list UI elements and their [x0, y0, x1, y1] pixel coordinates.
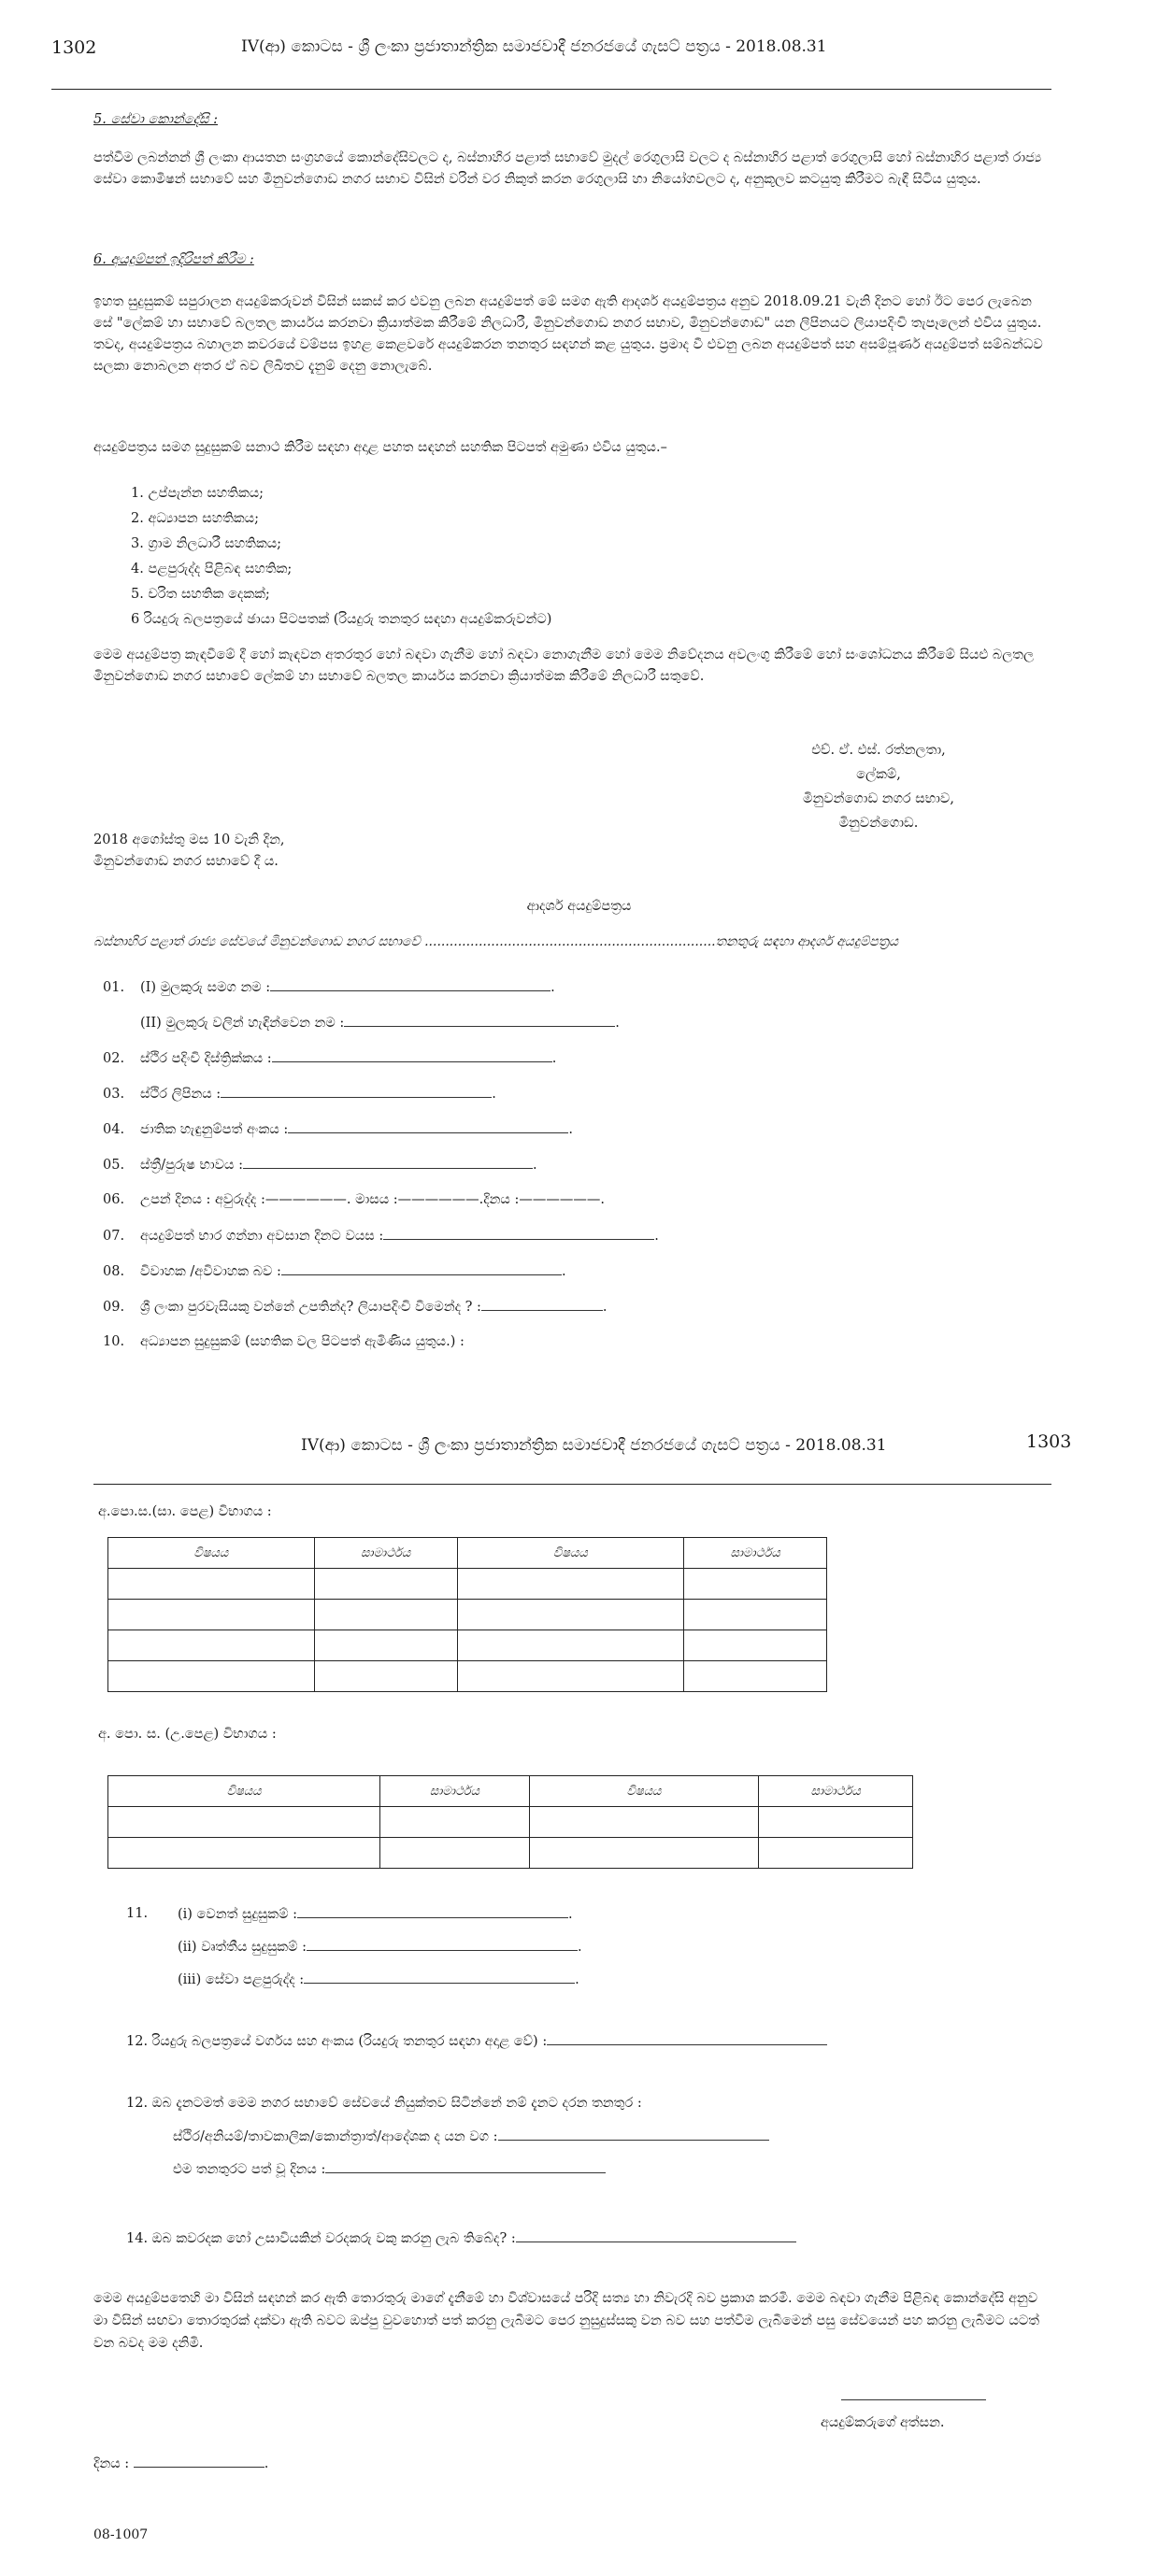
field-03[interactable]: 03. ස්ථිර ලිපිනය : . — [103, 1087, 496, 1102]
table-row[interactable] — [108, 1838, 913, 1869]
field-01-ii[interactable]: (II) මුලකුරු වලින් හැඳින්වෙන නම : . — [140, 1016, 620, 1031]
field-service-experience[interactable]: (iii) සේවා පළපුරුද්ද : . — [178, 1972, 579, 1987]
header-rule — [51, 89, 1051, 90]
page-number: 1302 — [51, 37, 97, 58]
al-results-table — [107, 1775, 913, 1869]
field-09[interactable]: 09. ශ්‍රී ලංකා පුරවැසියකු වන්නේ උපතින්ද? ලියාපදිංචි වීමෙන්ද ? : . — [103, 1300, 608, 1315]
section-6-heading: 6. අයදුම්පත් ඉදිරිපත් කිරීම : — [93, 252, 254, 267]
field-convicted[interactable]: 14. ඔබ කවරදක හෝ උසාවියකින් වරදකරු වකු කරනු ලැබ තිබේද? : — [126, 2230, 796, 2246]
signature-line[interactable] — [841, 2399, 986, 2400]
list-item: 2. අධ්‍යාපන සහතිකය; — [131, 511, 259, 526]
form-title: ආදර්ශ අයදුම්පත්‍රය — [526, 899, 632, 914]
list-item: 1. උප්පැන්න සහතිකය; — [131, 486, 264, 501]
certs-intro: අයදුම්පත්‍රය සමග සුදුසුකම් සනාථ කිරීම සඳහා අදාළ පහත සඳහන් සහතික පිටපත් අමුණා එවිය යුතුය.– — [93, 440, 667, 455]
gazette-header: IV(ආ) කොටස - ශ්‍රී ලංකා ප්‍රජාතාන්ත්‍රික සමාජවාදී ජනරජයේ ගැසට් පත්‍රය - 2018.08.31 — [301, 1436, 887, 1455]
section-5-heading: 5. සේවා කොන්දේසි : — [93, 112, 218, 127]
table-row[interactable] — [108, 1661, 827, 1692]
form-subtitle: බස්නාහිර පළාත් රාජ්‍ය සේවයේ මිනුවන්ගොඩ නගර සභාවේ ......................................................................තනතුරු සඳහා ආදර්ශ අයදුම්පත්‍රය — [93, 934, 899, 949]
signature-block: එච්. ඒ. එස්. රත්නලතා, ලේකම්, මිනුවන්ගොඩ නගර සභාව, මිනුවන්ගොඩ. — [803, 743, 954, 831]
table-row: විෂයය සාමාර්ථය විෂයය සාමාර්ථය — [108, 1776, 913, 1807]
field-date[interactable]: දිනය : . — [93, 2456, 269, 2471]
field-08[interactable]: 08. විවාහක /අවිවාහක බව : . — [103, 1264, 566, 1279]
field-current-post: 12. ඔබ දැනටමත් මෙම නගර සභාවේ සේවයේ නියුක්තව සිටින්නේ නම් දැනට දරන තනතුර : — [126, 2096, 642, 2111]
field-07[interactable]: 07. අයදුම්පත් භාර ගන්නා අවසාන දිනට වයස : . — [103, 1229, 659, 1244]
al-exam-label: අ. පො. ස. (උ.පෙළ) විභාගය : — [98, 1727, 277, 1742]
field-01-i[interactable]: 01. (I) මුලකුරු සමග නම : . — [103, 980, 555, 995]
closing-text: මෙම අයදුම්පත්‍ර කැඳවීමේ දී හෝ කැඳවන අතරතුර හෝ බඳවා ගැනීම හෝ බඳවා නොගැනීම හෝ මෙම නිවේදනය අවලංගු කිරීමේ හෝ සංශෝධනය කිරීමේ සියළු බලතල මිනුවන්ගොඩ නගර සභාවේ ලේකම් හා සභාවේ බලතල කාර්යය කරනවා ක්‍රියාත්මක කිරීමේ නිලධාරී සතුවේ. — [93, 648, 1035, 684]
ol-results-table — [107, 1537, 827, 1692]
question-11-number: 11. — [126, 1906, 149, 1921]
footer-code: 08-1007 — [93, 2527, 149, 2542]
field-driving-licence[interactable]: 12. රියදුරු බලපත්‍රයේ වර්ගය සහ අංකය (රියදුරු තනතුර සඳහා අදාළ වේ) : — [126, 2033, 827, 2049]
field-other-qualifications[interactable]: (i) වෙනත් සුදුසුකම් : . — [178, 1907, 573, 1922]
ol-exam-label: අ.පො.ස.(සා. පෙළ) විභාගය : — [98, 1504, 272, 1519]
table-row[interactable] — [108, 1569, 827, 1600]
field-professional-qualifications[interactable]: (ii) වෘත්තීය සුදුසුකම් : . — [178, 1940, 582, 1955]
table-row[interactable] — [108, 1807, 913, 1838]
field-appointment-date[interactable]: එම තනතුරට පත් වූ දිනය : — [173, 2161, 606, 2177]
table-row[interactable] — [108, 1630, 827, 1661]
section-6-text: ඉහත සුදුසුකම් සපුරාලන අයදුම්කරුවන් විසින් සකස් කර එවනු ලබන අයදුම්පත් මේ සමග ඇති ආදර්ශ අයදුම්පත්‍රය අනුව 2018.09.21 වැනි දිනට හෝ ඊට පෙර ලැබෙන සේ "ලේකම් හා සභාවේ බලතල කාර්යය කරනවා ක්‍රියාත්මක කිරීමේ නිලධාරී, මිනුවන්ගොඩ නගර සභාව, මිනුවන්ගොඩ" යන ලිපිනයට ලියාපදිංචි තැපෑලෙන් එවිය යුතුය. තවද, අයදුම්පත්‍රය බහාලන කවරයේ වම්පස ඉහළ කෙළවරේ අයදුම්කරන තනතුර සඳහන් කළ යුතුය. ප්‍රමාද වී එවනු ලබන අයදුම්පත් සහ අසම්පූර්ණ අයදුම්පත් සම්බන්ධව සලකා නොබලන අතර ඒ බව ලිඛිතව දැනුම් දෙනු නොලැබේ. — [93, 294, 1043, 374]
gazette-header: IV(ආ) කොටස - ශ්‍රී ලංකා ප්‍රජාතාන්ත්‍රික සමාජවාදී ජනරජයේ ගැසට් පත්‍රය - 2018.08.31 — [241, 37, 827, 56]
field-10[interactable]: 10. අධ්‍යාපන සුදුසුකම් (සහතික වල පිටපත් ඇමිණිය යුතුය.) : — [103, 1334, 465, 1349]
page-number: 1303 — [1026, 1431, 1072, 1452]
list-item: 6 රියදුරු බලපත්‍රයේ ඡායා පිටපතක් (රියදුරු තනතුර සඳහා අයදුම්කරුවන්ට) — [131, 612, 552, 627]
list-item: 5. චරිත සහතික දෙකක්; — [131, 587, 270, 602]
section-5-text: පත්වීම ලබන්නන් ශ්‍රී ලංකා ආයතන සංග්‍රහයේ කොන්දේසිවලට ද, බස්නාහිර පළාත් සභාවේ මුදල් රෙගුලාසි වලට ද බස්නාහිර පළාත් රෙගුලාසි හෝ බස්නාහිර පළාත් රාජ්‍ය සේවා කොමිෂන් සභාවේ සහ මිනුවන්ගොඩ නගර සභාව විසින් වරින් වර නිකුත් කරන රෙගුලාසි හා නියෝගවලට ද, අනුකූලව කටයුතු කිරීමට බැඳී සිටිය යුතුය. — [93, 150, 1042, 187]
field-05[interactable]: 05. ස්ත්‍රී/පුරුෂ භාවය : . — [103, 1158, 537, 1173]
date-place: 2018 අගෝස්තු මස 10 වැනි දින, මිනුවන්ගොඩ නගර සභාවේ දී ය. — [93, 833, 285, 869]
list-item: 3. ග්‍රාම නිලධාරී සහතිකය; — [131, 536, 282, 551]
field-02[interactable]: 02. ස්ථිර පදිංචි දිස්ත්‍රික්කය : . — [103, 1051, 557, 1066]
header-rule — [93, 1484, 1051, 1485]
field-04[interactable]: 04. ජාතික හැඳුනුම්පත් අංකය : . — [103, 1122, 573, 1137]
field-06[interactable]: 06. උපන් දිනය : අවුරුද්ද :——————. මාසය :——————.දිනය :——————. — [103, 1192, 605, 1207]
table-row: විෂයය සාමාර්ථය විෂයය සාමාර්ථය — [108, 1538, 827, 1569]
table-row[interactable] — [108, 1600, 827, 1630]
applicant-signature-label: අයදුම්කරුගේ අත්සන. — [821, 2415, 945, 2430]
list-item: 4. පළපුරුද්ද පිළිබඳ සහතික; — [131, 562, 293, 576]
declaration: මෙම අයදුම්පතෙහි මා විසින් සඳහන් කර ඇති තොරතුරු මාගේ දැනීමේ හා විශ්වාසයේ පරිදි සත්‍ය හා නිවැරදි බව ප්‍රකාශ කරමි. මෙම බඳවා ගැනීම පිළිබඳ කොන්දේසි අනුව මා විසින් සඟවා තොරතුරක් දක්වා ඇති බවට ඔප්පු වුවහොත් පත් කරනු ලැබීමට පෙර නුසුදුස්සකු වන බව සහ පත්වීම ලැබීමෙන් පසු සේවයෙන් පහ කරනු ලැබීමට යටත් වන බවද මම දනිමි. — [93, 2291, 1040, 2351]
field-employment-type[interactable]: ස්ථිර/අනියම්/තාවකාලික/කොන්ත්‍රාත්/ආදේශක ද යන වග : — [173, 2128, 769, 2144]
certs-list — [131, 481, 972, 633]
